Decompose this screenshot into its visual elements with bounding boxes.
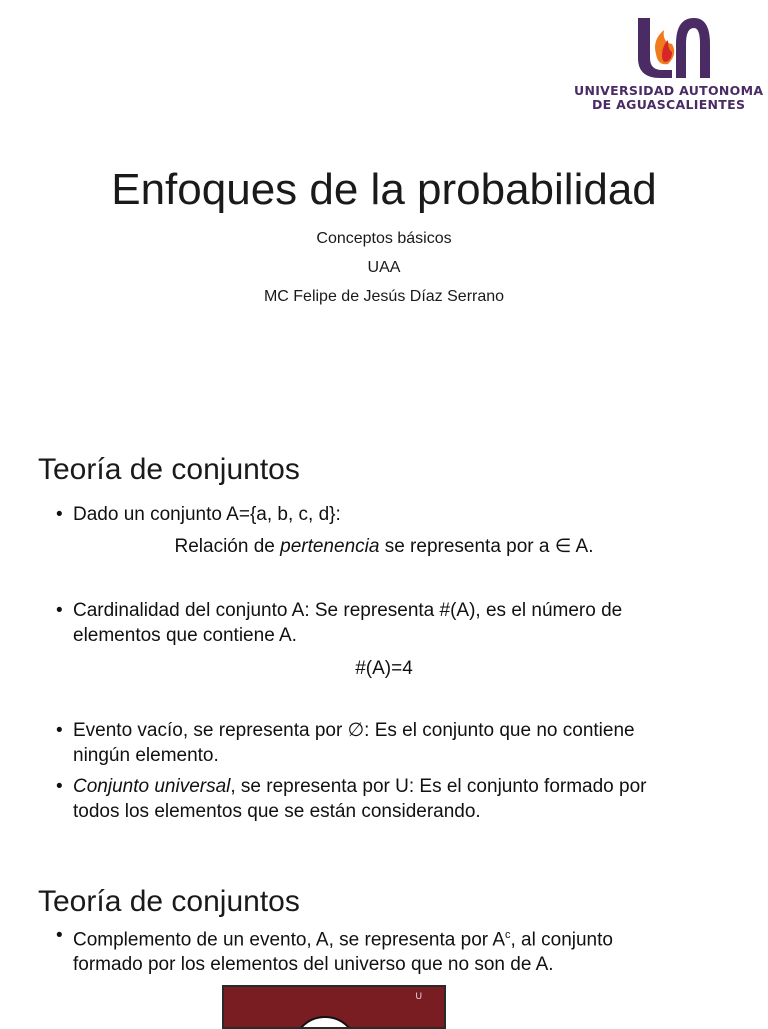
presentation-title: Enfoques de la probabilidad: [111, 165, 657, 214]
complement-circle: [224, 987, 444, 1029]
text-line: formado por los elementos del universo que no son de A.: [73, 954, 554, 976]
text-run: Complemento de un evento, A, se representa por A: [73, 929, 505, 951]
bullet-icon: •: [56, 776, 63, 797]
uaa-emblem-icon: [632, 14, 712, 80]
venn-diagram: [222, 985, 446, 1029]
bullet-icon: •: [56, 720, 63, 741]
author: MC Felipe de Jesús Díaz Serrano: [263, 288, 505, 305]
bullet-text: Dado un conjunto A={a, b, c, d}:: [73, 504, 341, 525]
superscript: c: [505, 929, 511, 941]
emphasis: pertenencia: [280, 536, 380, 557]
text-run: , se representa por U: Es el conjunto formado por: [230, 776, 647, 797]
empty-set-icon: ∅: [347, 720, 365, 741]
membership-line: [0, 534, 768, 559]
bullet-icon: •: [56, 925, 63, 946]
bullet-text: [73, 718, 713, 768]
bullet-text: [73, 774, 713, 824]
emphasis: Conjunto universal: [73, 776, 231, 797]
cardinality-example: #(A)=4: [355, 658, 413, 679]
complement-slide: [0, 852, 768, 1024]
bullet-icon: •: [56, 600, 63, 621]
university-logo: [574, 14, 768, 114]
institution: UAA: [367, 259, 401, 276]
universe-label: U: [415, 991, 422, 1001]
bullet-text: [73, 923, 713, 977]
text-run: : Es el conjunto que no contiene: [364, 720, 635, 741]
text-run: Evento vacío, se representa por: [73, 720, 348, 741]
subtitle: Conceptos básicos: [316, 230, 452, 247]
text-run: se representa por a ∈ A.: [379, 536, 594, 557]
bullet-icon: •: [56, 504, 63, 525]
text-line: ningún elemento.: [73, 745, 219, 766]
text-line: todos los elementos que se están considerando.: [73, 801, 481, 822]
text-run: Relación de: [174, 536, 281, 557]
logo-text-line2: DE AGUASCALIENTES: [592, 97, 746, 112]
title-slide: [0, 0, 768, 420]
slide-heading: Teoría de conjuntos: [38, 885, 300, 918]
logo-text-line1: UNIVERSIDAD AUTONOMA: [574, 83, 764, 98]
bullet-text: [73, 598, 713, 648]
sets-slide: [0, 420, 768, 852]
text-run: , al conjunto: [510, 929, 613, 951]
slide-heading: Teoría de conjuntos: [38, 453, 300, 486]
text-line: Cardinalidad del conjunto A: Se representa #(A), es el número de: [73, 600, 623, 621]
text-line: elementos que contiene A.: [73, 625, 297, 646]
